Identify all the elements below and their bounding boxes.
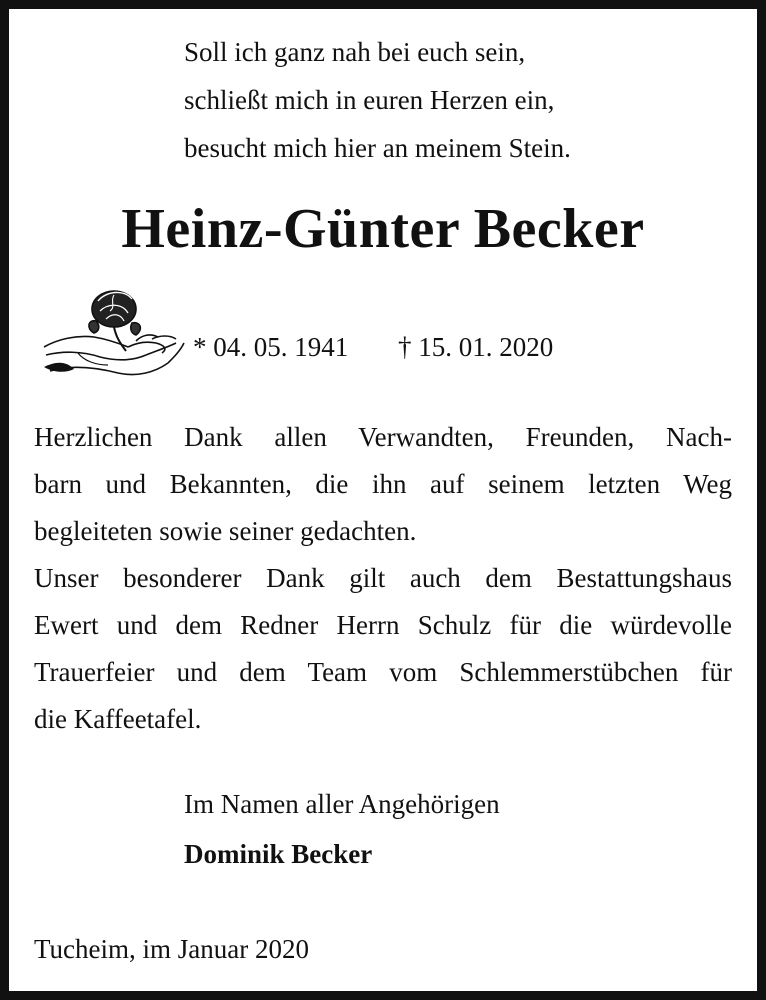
thanks-line-1: Herzlichen Dank allen Verwandten, Freunden, Nach- (34, 422, 732, 452)
thanks-line-6: Trauerfeier und dem Team vom Schlemmerstübchen für (34, 657, 732, 687)
death-date: † 15. 01. 2020 (398, 332, 554, 362)
poem-line-3: besucht mich hier an meinem Stein. (184, 133, 571, 163)
poem-line-2: schließt mich in euren Herzen ein, (184, 85, 555, 115)
birth-date: * 04. 05. 1941 (193, 332, 349, 362)
signature-line: Im Namen aller Angehörigen (184, 789, 500, 819)
thanks-line-4: Unser besonderer Dank gilt auch dem Bestattungshaus (34, 563, 732, 593)
thanks-line-5: Ewert und dem Redner Herrn Schulz für die würdevolle (34, 610, 732, 640)
thanks-line-3: begleiteten sowie seiner gedachten. (34, 516, 417, 546)
thanks-line-2: barn und Bekannten, die ihn auf seinem letzten Weg (34, 469, 732, 499)
place-date: Tucheim, im Januar 2020 (34, 934, 309, 964)
rose-in-hands-icon (36, 281, 186, 381)
signature-name: Dominik Becker (184, 839, 373, 869)
poem-line-1: Soll ich ganz nah bei euch sein, (184, 37, 526, 67)
deceased-name: Heinz-Günter Becker (121, 198, 645, 260)
thanks-line-7: die Kaffeetafel. (34, 704, 202, 734)
